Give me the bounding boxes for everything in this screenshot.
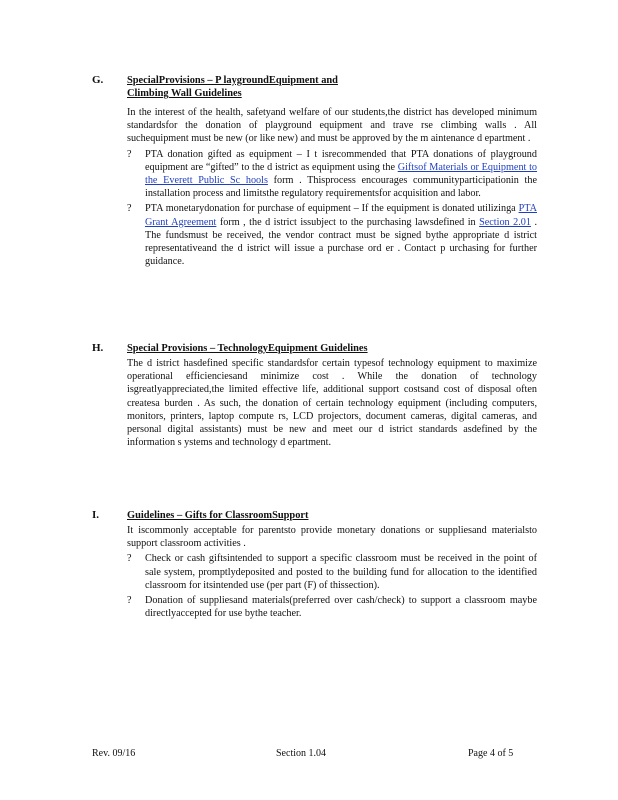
section-letter: G. (92, 74, 104, 86)
bullet-text: Donation of suppliesand materials(preferred over cash/check) to support a classroom maybe directlyaccepted for use bythe teacher. (145, 595, 537, 620)
section-body (127, 357, 537, 449)
bullet-text: Check or cash giftsintended to support a specific classroom must be received in the point of sale system, promptlydeposited and posted to the building fund for allocation to the identified classroom for itsintended use (per part (F) of thissection). (145, 553, 537, 591)
section-body (127, 106, 537, 268)
list-item (127, 148, 537, 201)
bullet-text: PTA donation gifted as equipment – I t isrecommended that PTA donations of playground equipment are “gifted” to the d istrict as equipment using the (145, 148, 537, 173)
section-heading (127, 342, 368, 355)
section-heading-line1: Special Provisions – TechnologyEquipment Guidelines (127, 343, 368, 354)
section-intro: It iscommonly acceptable for parentsto provide monetary donations or suppliesand materialsto support classroom activities . (127, 525, 537, 550)
footer-section: Section 1.04 (276, 748, 326, 759)
bullet-text: form , the d istrict issubject to the purchasing lawsdefined in (216, 216, 480, 228)
bullet-icon: ? (127, 148, 132, 160)
section-heading (127, 74, 338, 100)
section-body (127, 524, 537, 620)
list-item (127, 202, 537, 268)
footer-revision: Rev. 09/16 (92, 748, 136, 759)
bullet-text: PTA monetarydonation for purchase of equipment – If the equipment is donated utilizinga (145, 203, 519, 215)
section-intro: In the interest of the health, safetyand welfare of our students,the district has developed minimum standardsfor the donation of playground equipment and trave rse climbing walls . All suchequipment must be new (or like new) and must be approved by the m aintenance d epartment . (127, 107, 537, 145)
bullet-text: form . Thisprocess encourages communityparticipationin the installation process and limitsthe regulatory requirementsfor acquisition and labor. (145, 175, 537, 200)
pta-grant-agreement-link[interactable]: PTA Grant Agreement (145, 203, 537, 228)
bullet-icon: ? (127, 595, 132, 607)
section-intro: The d istrict hasdefined specific standardsfor certain typesof technology equipment to maximize operational efficienciesand minimize cost . While the donation of technology isgreatlyappreciated,the limited effective life, additional support costsand cost of disposal often createsa burden . As such, the donation of certain technology equipment (including computers, monitors, printers, laptop compute rs, LCD projectors, document cameras, digital cameras, and personal digital assistants) must be new and meet our d istrict standards asdefined by the information s ystems and technology d epartment. (127, 358, 537, 449)
section-letter: I. (92, 509, 100, 521)
bullet-text: . The fundsmust be received, the vendor contract must be signed bythe appropriate d istrict representativeand the d istrict will issue a purchase ord er . Contact p urchasing for further guidance. (145, 216, 537, 268)
section-heading-line1: Guidelines – Gifts for ClassroomSupport (127, 510, 309, 521)
section-heading-line1: SpecialProvisions – P laygroundEquipment and (127, 75, 338, 86)
bullet-icon: ? (127, 203, 132, 215)
list-item (127, 552, 537, 592)
footer-page-number: Page 4 of 5 (468, 748, 514, 759)
section-2-01-link[interactable]: Section 2.01 (479, 216, 531, 228)
list-item (127, 594, 537, 620)
section-heading-line2: Climbing Wall Guidelines (127, 88, 242, 100)
section-heading (127, 509, 308, 522)
section-letter: H. (92, 342, 104, 354)
gifts-of-materials-link[interactable]: Giftsof Materials or Equipment to the Everett Public Sc hools (145, 161, 538, 187)
bullet-icon: ? (127, 553, 132, 565)
